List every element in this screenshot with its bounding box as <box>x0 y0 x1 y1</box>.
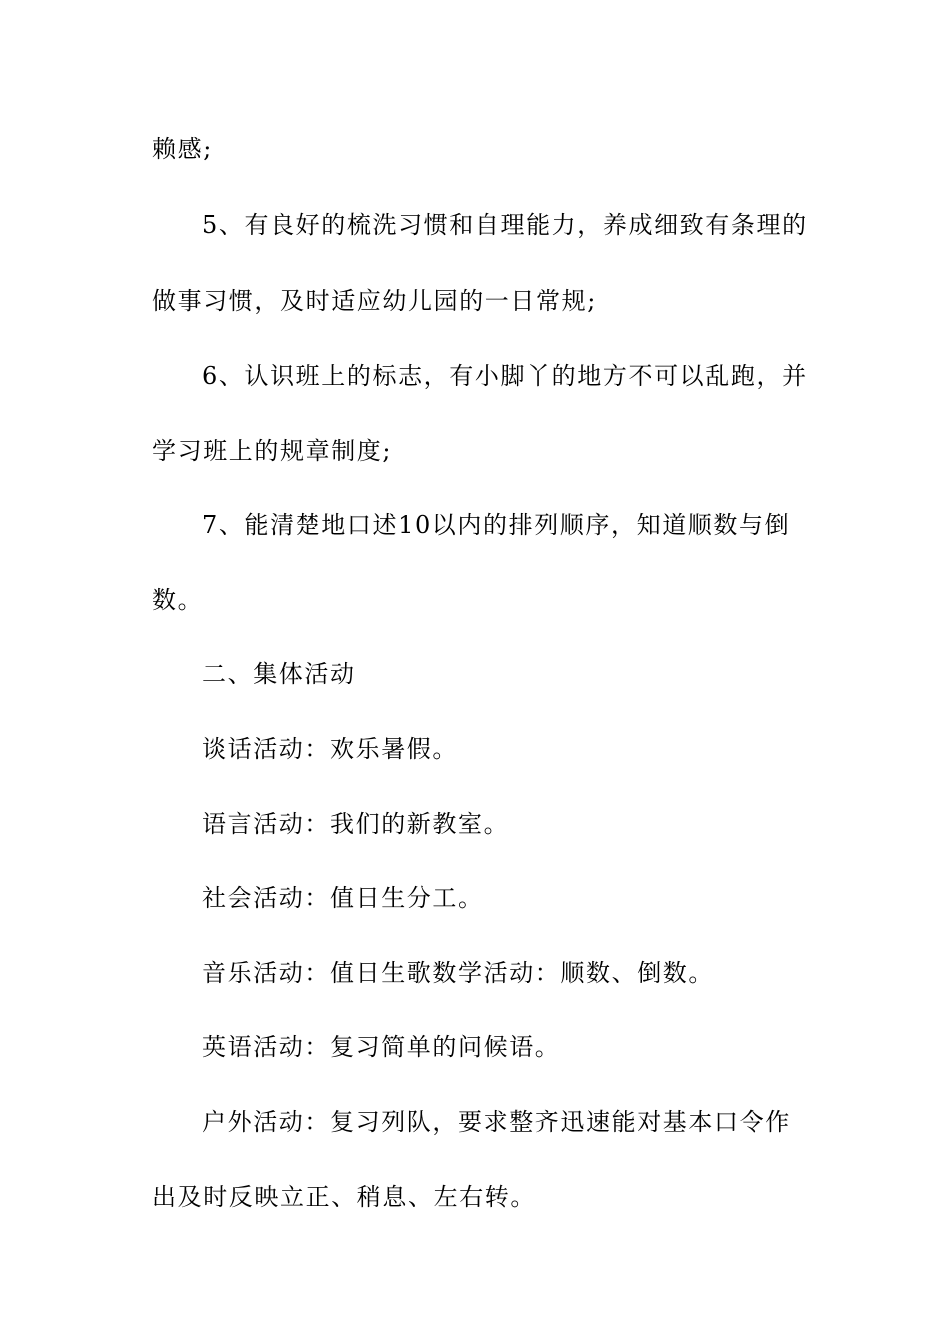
text-line: 赖感; <box>152 135 213 163</box>
activity-item: 社会活动：值日生分工。 <box>202 884 484 912</box>
activity-item: 语言活动：我们的新教室。 <box>202 810 510 838</box>
section-heading: 二、集体活动 <box>202 660 356 688</box>
activity-item: 谈话活动：欢乐暑假。 <box>202 735 458 763</box>
activity-item: 音乐活动：值日生歌数学活动：顺数、倒数。 <box>202 959 714 987</box>
text-line: 6、认识班上的标志，有小脚丫的地方不可以乱跑，并 <box>202 362 808 390</box>
text-line: 做事习惯，及时适应幼儿园的一日常规; <box>152 287 597 315</box>
text-line: 数。 <box>152 586 204 614</box>
text-line: 学习班上的规章制度; <box>152 437 393 465</box>
text-line: 出及时反映立正、稍息、左右转。 <box>152 1183 536 1211</box>
text-line: 7、能清楚地口述10以内的排列顺序，知道顺数与倒 <box>202 511 791 539</box>
text-line: 5、有良好的梳洗习惯和自理能力，养成细致有条理的 <box>202 211 808 239</box>
activity-item: 英语活动：复习简单的问候语。 <box>202 1033 561 1061</box>
activity-item: 户外活动：复习列队，要求整齐迅速能对基本口令作 <box>202 1108 791 1136</box>
